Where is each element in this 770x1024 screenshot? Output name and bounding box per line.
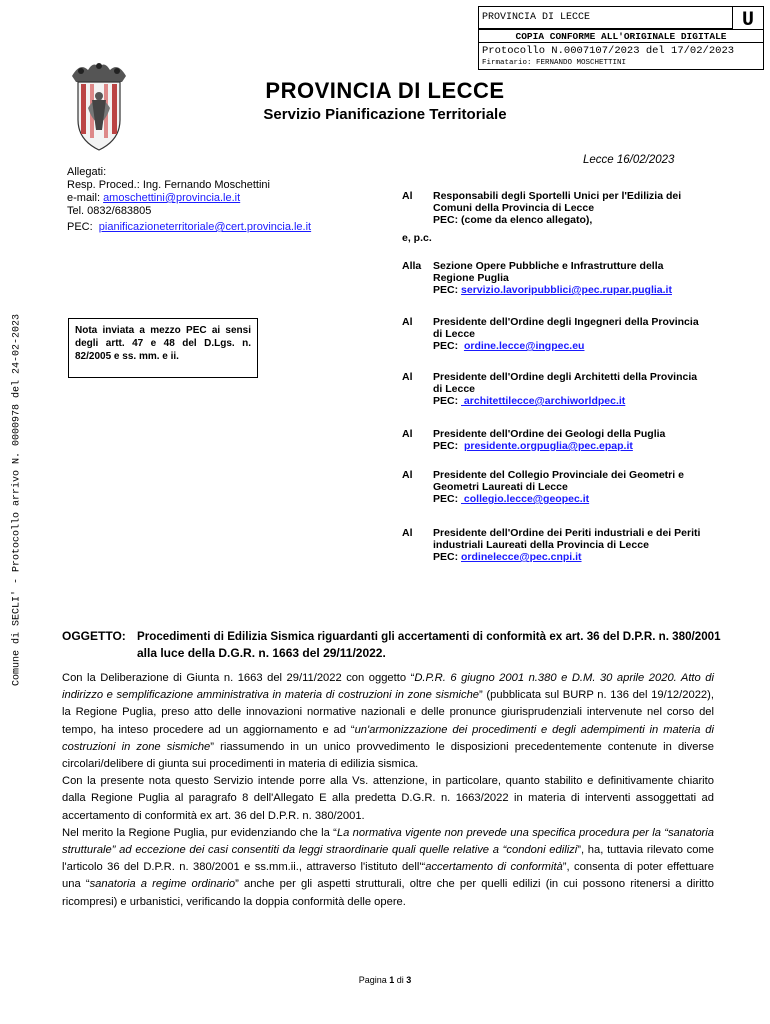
page-footer bbox=[0, 975, 770, 985]
footer-page-number: 1 bbox=[389, 975, 395, 985]
pec-label: PEC: bbox=[433, 493, 462, 505]
recipient-prefix: Al bbox=[402, 527, 413, 539]
recipient-prefix: Al bbox=[402, 190, 413, 202]
body-text bbox=[62, 670, 714, 911]
side-protocol-text bbox=[8, 313, 26, 687]
recipient-line: di Lecce bbox=[433, 383, 476, 395]
paragraph-1 bbox=[62, 670, 714, 773]
recipient-line: di Lecce bbox=[433, 328, 476, 340]
recipient-line: Comuni della Provincia di Lecce bbox=[433, 202, 595, 214]
page-subtitle: Servizio Pianificazione Territoriale bbox=[263, 106, 507, 123]
recipient-line: industriali Laureati della Provincia di Lecce bbox=[433, 539, 649, 551]
recipient-line: Presidente del Collegio Provinciale dei Geometri e bbox=[433, 469, 684, 481]
text-run: ”, consenta di poter effettuare una “ bbox=[62, 861, 715, 891]
document-date: Lecce 16/02/2023 bbox=[583, 154, 675, 166]
footer-label: Pagina bbox=[358, 975, 390, 985]
recipient-prefix: Al bbox=[402, 469, 413, 481]
sender-block bbox=[67, 166, 347, 234]
recipient-pec-link[interactable]: servizio.lavoripubblici@pec.rupar.puglia.it bbox=[461, 284, 672, 296]
subject-block bbox=[62, 628, 722, 662]
recipient-line: Presidente dell'Ordine dei Periti industriali e dei Periti bbox=[433, 527, 701, 539]
text-run: ” anche per gli aspetti strutturali, oltre che per quelli edilizi (in cui possono ritenersi a diritto ricompresi) e urbanistici, verificando la doppia conformità delle opere. bbox=[62, 878, 714, 908]
recipient-line: Presidente dell'Ordine degli Ingegneri della Provincia bbox=[433, 316, 699, 328]
recipient-line: Sezione Opere Pubbliche e Infrastrutture della bbox=[433, 260, 664, 272]
subject-label: OGGETTO: bbox=[62, 629, 126, 643]
page-title: PROVINCIA DI LECCE bbox=[265, 78, 505, 103]
pec-link[interactable]: pianificazioneterritoriale@cert.provincia.le.it bbox=[98, 221, 312, 233]
footer-of: di bbox=[394, 975, 407, 985]
pec-label: PEC: bbox=[433, 395, 462, 407]
recipient-7 bbox=[402, 527, 722, 567]
protocol-stamp bbox=[478, 6, 764, 70]
pec-label: PEC: bbox=[433, 284, 462, 296]
recipient-5 bbox=[402, 428, 722, 456]
text-run: ” riassumendo in un unico provvedimento le disposizioni precedentemente contenute in diverse circolari/delibere di giunta sui procedimenti in materia di edilizia sismica. bbox=[62, 740, 715, 771]
text-run-italic: D.P.R. 6 giugno 2001 n.380 e D.M. 30 aprile 2020. Atto di indirizzo e semplificazione amministrativa in materia di costruzioni in zone sismiche bbox=[62, 672, 714, 702]
paragraph-2: Con la presente nota questo Servizio intende porre alla Vs. attenzione, in particolare, quanto stabilito e definitivamente chiarito dalla Regione Puglia al paragrafo 8 dell'Allegato E alla predetta D.G.R. n. 1663/2022 in materia di interventi assoggettati ad accertamento di conformità ex art. 36 del D.P.R. n. 380/2001. bbox=[62, 775, 714, 822]
recipient-6 bbox=[402, 469, 722, 509]
recipient-pec-link[interactable]: architettilecce@archiworldpec.it bbox=[461, 395, 626, 407]
stamp-entity: PROVINCIA DI LECCE bbox=[479, 7, 733, 29]
allegati-label: Allegati: bbox=[67, 166, 107, 178]
recipient-line: Presidente dell'Ordine degli Architetti della Provincia bbox=[433, 371, 698, 383]
recipient-pec-link[interactable]: collegio.lecce@geopec.it bbox=[461, 493, 590, 505]
recipient-line: Geometri Laureati di Lecce bbox=[433, 481, 568, 493]
text-run-italic: sanatoria a regime ordinario bbox=[89, 878, 236, 891]
recipient-4 bbox=[402, 371, 722, 411]
subject-line: alla luce della D.G.R. n. 1663 del 29/11/2022. bbox=[137, 646, 386, 660]
text-run-italic: un'armonizzazione dei procedimenti e degli adempimenti in materia di costruzioni in zone sismiche bbox=[62, 723, 715, 753]
paragraph-3 bbox=[62, 825, 714, 911]
text-run: Nel merito la Regione Puglia, pur evidenziando che la “ bbox=[62, 826, 337, 839]
email-label: e-mail: bbox=[67, 192, 104, 204]
note-box: Nota inviata a mezzo PEC ai sensi degli artt. 47 e 48 del D.Lgs. n. 82/2005 e ss. mm. e ii. bbox=[68, 318, 258, 378]
text-run-italic: La normativa vigente non prevede una specifica procedura per la “sanatoria strutturale” ad eccezione dei casi consentiti da leggi straordinarie quali quelle relative a “condoni edilizi bbox=[62, 826, 714, 857]
text-run: ”, ha, tuttavia rilevato come l'articolo 36 del D.P.R. n. 380/2001 e ss.mm.ii., attraverso l'istituto dell'“ bbox=[62, 844, 714, 874]
cc-label: e, p.c. bbox=[402, 232, 432, 244]
recipient-pec-link[interactable]: ordine.lecce@ingpec.eu bbox=[463, 340, 585, 352]
stamp-protocol: Protocollo N.0007107/2023 del 17/02/2023 bbox=[482, 45, 735, 57]
recipient-prefix: Al bbox=[402, 316, 413, 328]
stamp-signer: Firmatario: FERNANDO MOSCHETTINI bbox=[482, 59, 627, 67]
text-run-italic: accertamento di conformità bbox=[425, 861, 563, 874]
email-link[interactable]: amoschettini@provincia.le.it bbox=[103, 192, 241, 204]
recipient-pec-link[interactable]: ordinelecce@pec.cnpi.it bbox=[461, 551, 582, 563]
recipient-1 bbox=[402, 190, 722, 250]
pec-label: PEC: bbox=[67, 221, 96, 233]
telephone: Tel. 0832/683805 bbox=[67, 205, 152, 217]
recipient-prefix: Al bbox=[402, 428, 413, 440]
recipient-line: PEC: (come da elenco allegato), bbox=[433, 214, 593, 226]
responsible: Resp. Proced.: Ing. Fernando Moschettini bbox=[67, 179, 270, 191]
footer-total-pages: 3 bbox=[406, 975, 412, 985]
side-protocol-label: Comune di SECLI' - Protocollo arrivo N. 0000978 del 24-02-2023 bbox=[11, 313, 23, 687]
recipient-prefix: Alla bbox=[402, 260, 422, 272]
recipient-prefix: Al bbox=[402, 371, 413, 383]
recipient-2 bbox=[402, 260, 722, 300]
stamp-letter: U bbox=[741, 9, 754, 32]
recipient-line: Responsabili degli Sportelli Unici per l'Edilizia dei bbox=[433, 190, 682, 202]
text-run: Con la Deliberazione di Giunta n. 1663 del 29/11/2022 con oggetto “ bbox=[62, 672, 415, 684]
recipient-line: Regione Puglia bbox=[433, 272, 509, 284]
recipient-3 bbox=[402, 316, 722, 356]
pec-label: PEC: bbox=[433, 440, 462, 452]
pec-label: PEC: bbox=[433, 340, 462, 352]
recipient-line: Presidente dell'Ordine dei Geologi della Puglia bbox=[433, 428, 666, 440]
subject-line: Procedimenti di Edilizia Sismica riguardanti gli accertamenti di conformità ex art. 36 del D.P.R. n. 380/2001 bbox=[137, 630, 721, 643]
text-run: ” (pubblicata sul BURP n. 136 del 19/12/2022), la Regione Puglia, preso atto delle innovazioni normative nazionali e delle pronunce giurisprudenziali intervenute nel corso del tempo, ha inteso procedere ad un aggiornamento e ad “ bbox=[62, 689, 714, 736]
stamp-copy-label: COPIA CONFORME ALL'ORIGINALE DIGITALE bbox=[479, 29, 763, 43]
recipient-pec-link[interactable]: presidente.orgpuglia@pec.epap.it bbox=[463, 440, 633, 452]
pec-label: PEC: bbox=[433, 551, 462, 563]
